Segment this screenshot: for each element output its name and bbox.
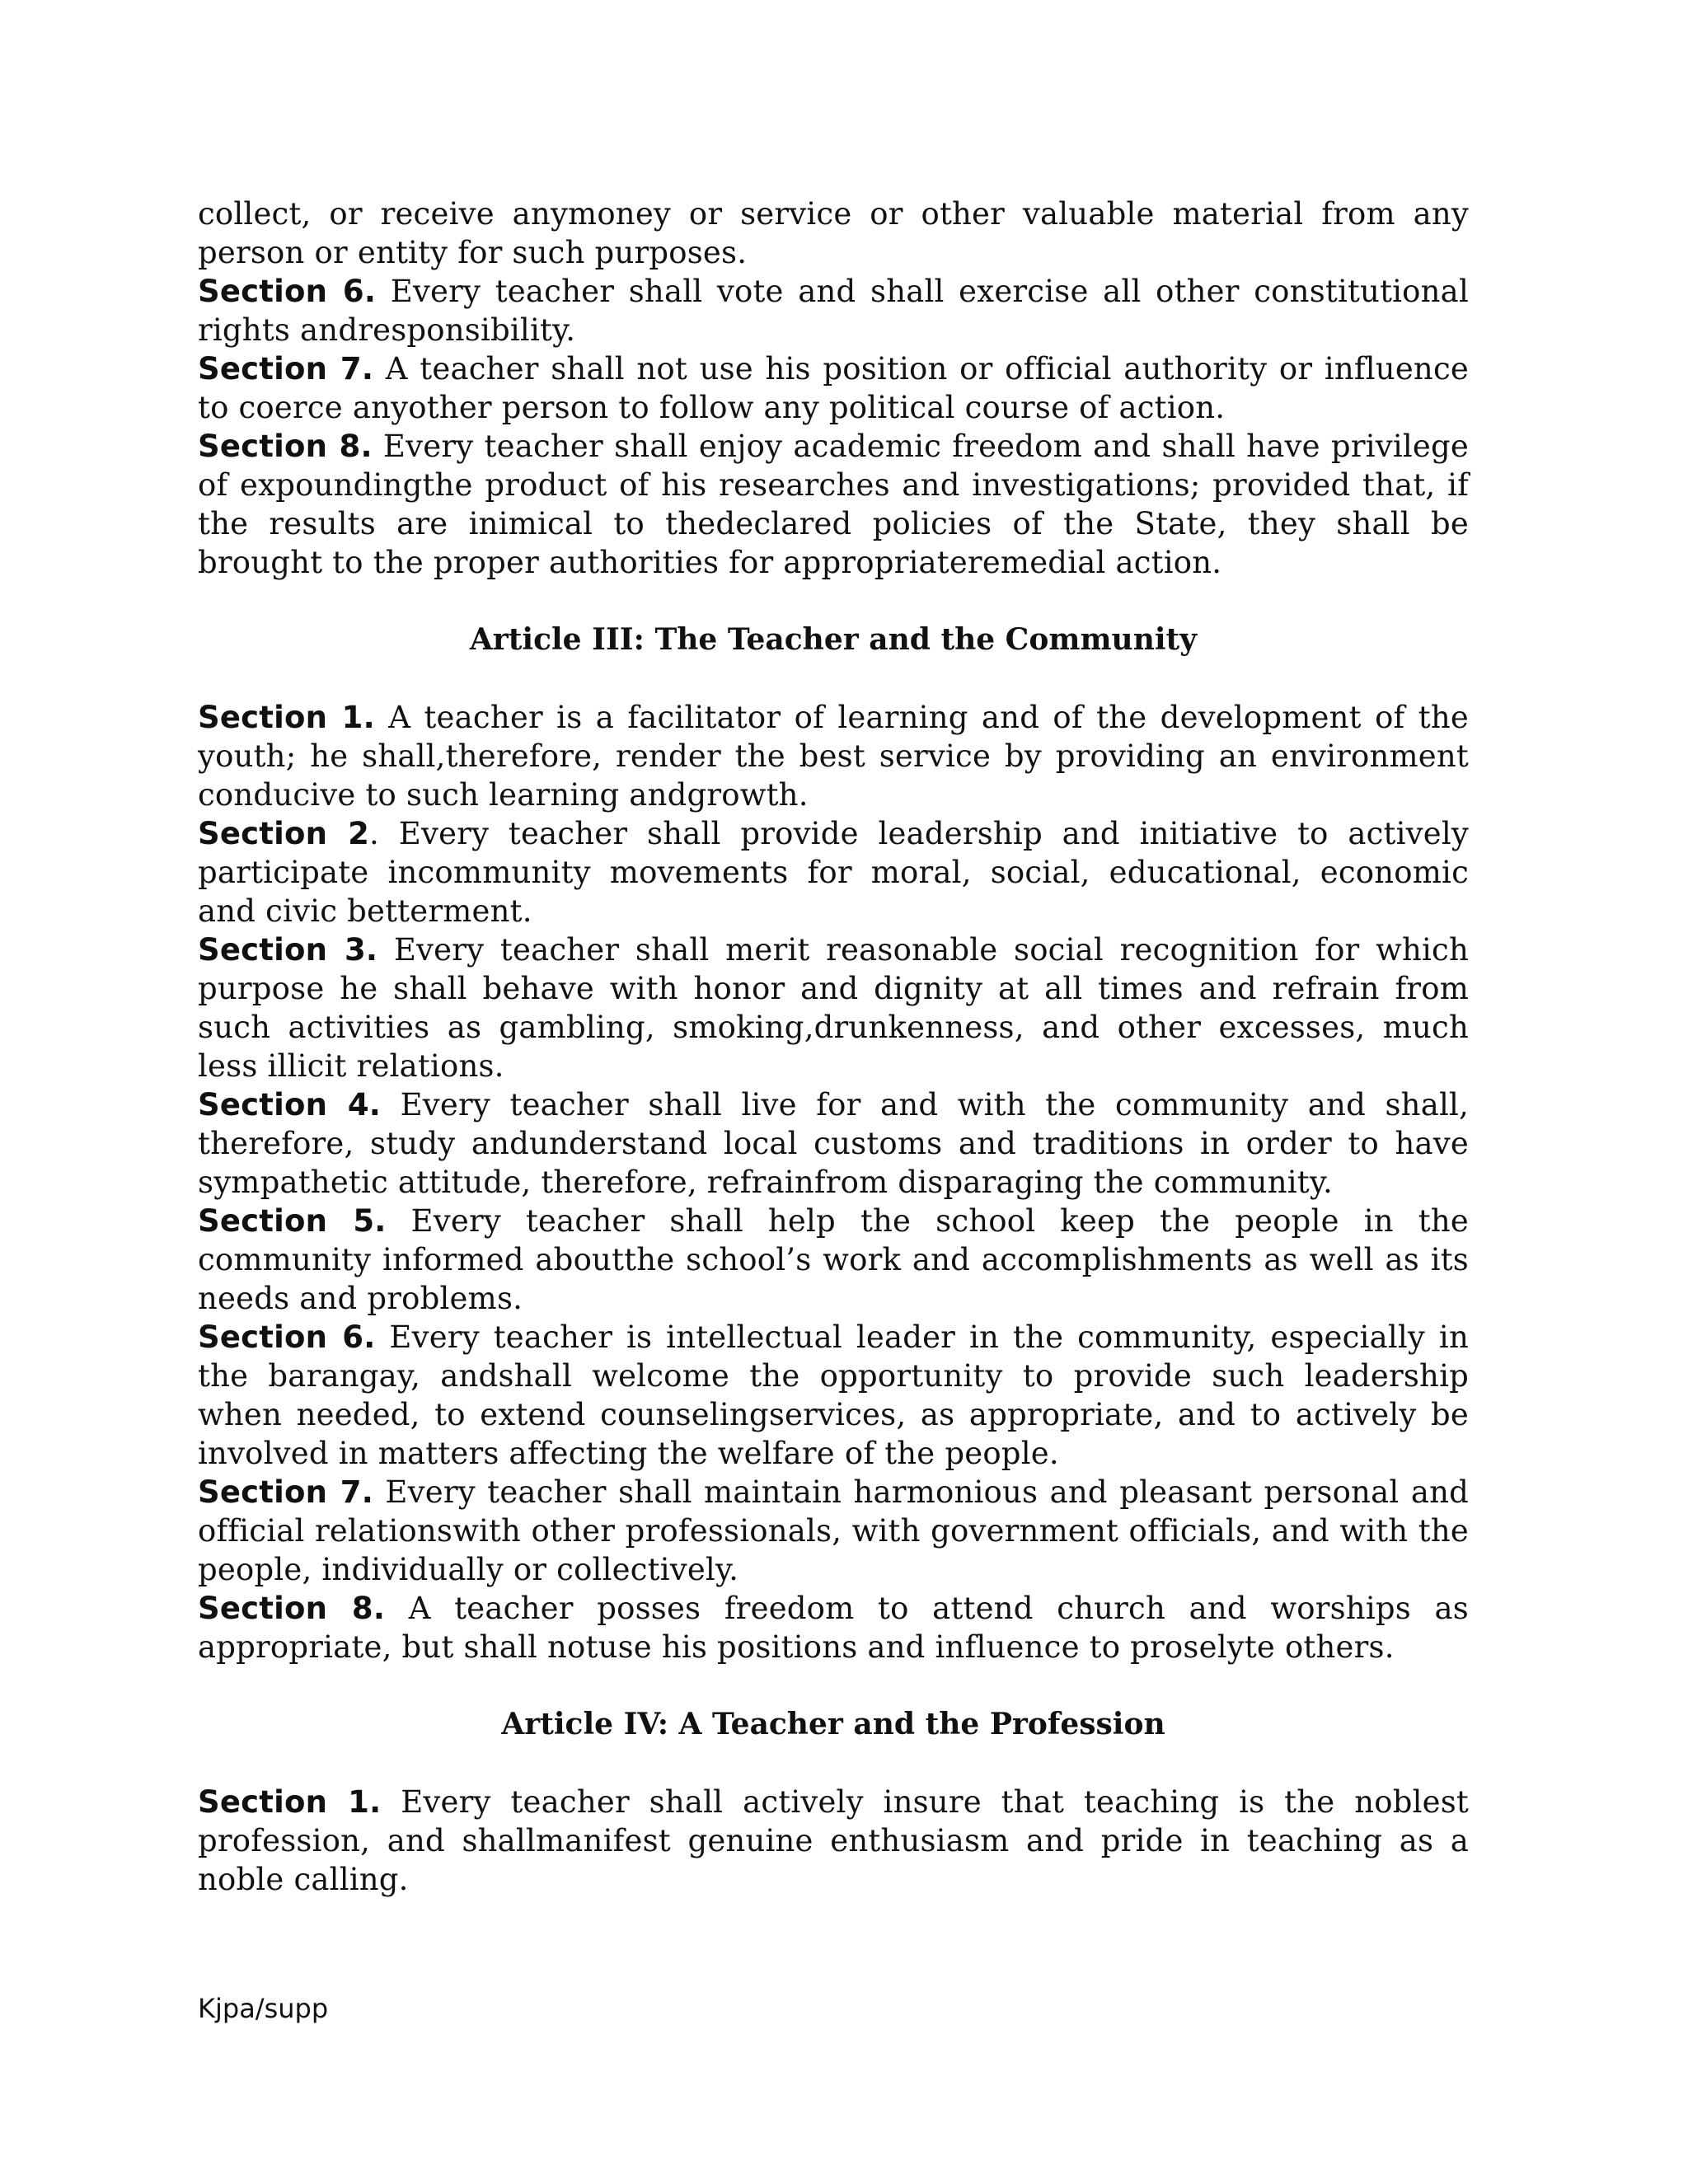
section-label: Section 1. [198, 1784, 382, 1820]
section-label: Section 7. [198, 351, 374, 387]
section-label: Section 6. [198, 1319, 376, 1355]
article3-section-2 [198, 814, 1469, 930]
section-text: A teacher is a facilitator of learning and of the development of the youth; he shall,therefore, render the best service by providing an environment conducive to such learning andgrowth. [198, 700, 1469, 813]
page-footer: Kjpa/supp [198, 1993, 329, 2024]
section-label: Section 4. [198, 1087, 382, 1122]
section-text: . Every teacher shall provide leadership and initiative to actively participate incommunity movements for moral, social, educational, economic and civic betterment. [198, 816, 1469, 929]
article3-section-6 [198, 1318, 1469, 1473]
document-page [198, 194, 1469, 1899]
section-label: Section 6. [198, 274, 377, 309]
section-text: Every teacher shall merit reasonable social recognition for which purpose he shall behave with honor and dignity at all times and refrain from such activities as gambling, smoking,drunkenness, and other excesses, much less illicit relations. [198, 932, 1469, 1084]
section-text: Every teacher shall help the school keep the people in the community informed aboutthe school’s work and accomplishments as well as its needs and problems. [198, 1203, 1469, 1316]
article3-section-7 [198, 1473, 1469, 1589]
article3-section-3 [198, 930, 1469, 1085]
section-label: Section 2 [198, 816, 370, 851]
article4-heading: Article IV: A Teacher and the Profession [501, 1707, 1165, 1741]
section-text: Every teacher shall maintain harmonious and pleasant personal and official relationswith other professionals, with government officials, and with the people, individually or collectively. [198, 1474, 1469, 1587]
article3-heading: Article III: The Teacher and the Community [469, 622, 1198, 657]
section-label: Section 8. [198, 429, 373, 464]
section-text: Every teacher is intellectual leader in the community, especially in the barangay, andshall welcome the opportunity to provide such leadership when needed, to extend counselingservices, as appropriate, and to actively be involved in matters affecting the welfare of the people. [198, 1319, 1469, 1471]
section-text: Every teacher shall live for and with the community and shall, therefore, study andunderstand local customs and traditions in order to have sympathetic attitude, therefore, refrainfrom disparaging the community. [198, 1087, 1469, 1200]
section-label: Section 3. [198, 932, 378, 968]
article2-section-6 [198, 272, 1469, 349]
article3-section-8 [198, 1589, 1469, 1666]
section-text: A teacher shall not use his position or official authority or influence to coerce anyother person to follow any political course of action. [198, 351, 1469, 425]
section-text: A teacher posses freedom to attend church and worships as appropriate, but shall notuse his positions and influence to proselyte others. [198, 1591, 1469, 1665]
section-label: Section 7. [198, 1474, 373, 1510]
section-text: Every teacher shall enjoy academic freedom and shall have privilege of expoundingthe product of his researches and investigations; provided that, if the results are inimical to thedeclared policies of the State, they shall be brought to the proper authorities for appropriateremedial action. [198, 429, 1469, 580]
article3-section-1 [198, 698, 1469, 814]
article2-section-8 [198, 427, 1469, 582]
section-label: Section 1. [198, 700, 375, 735]
section-label: Section 5. [198, 1203, 387, 1239]
article3-section-5 [198, 1202, 1469, 1318]
article4-section-1 [198, 1783, 1469, 1899]
section-text: Every teacher shall actively insure that teaching is the noblest profession, and shallmanifest genuine enthusiasm and pride in teaching as a noble calling. [198, 1784, 1469, 1897]
continuation-paragraph: collect, or receive anymoney or service or other valuable material from any person or entity for such purposes. [198, 196, 1469, 270]
article2-section-7 [198, 349, 1469, 427]
article3-section-4 [198, 1085, 1469, 1202]
section-label: Section 8. [198, 1591, 386, 1626]
section-text: Every teacher shall vote and shall exercise all other constitutional rights andresponsibility. [198, 274, 1469, 348]
